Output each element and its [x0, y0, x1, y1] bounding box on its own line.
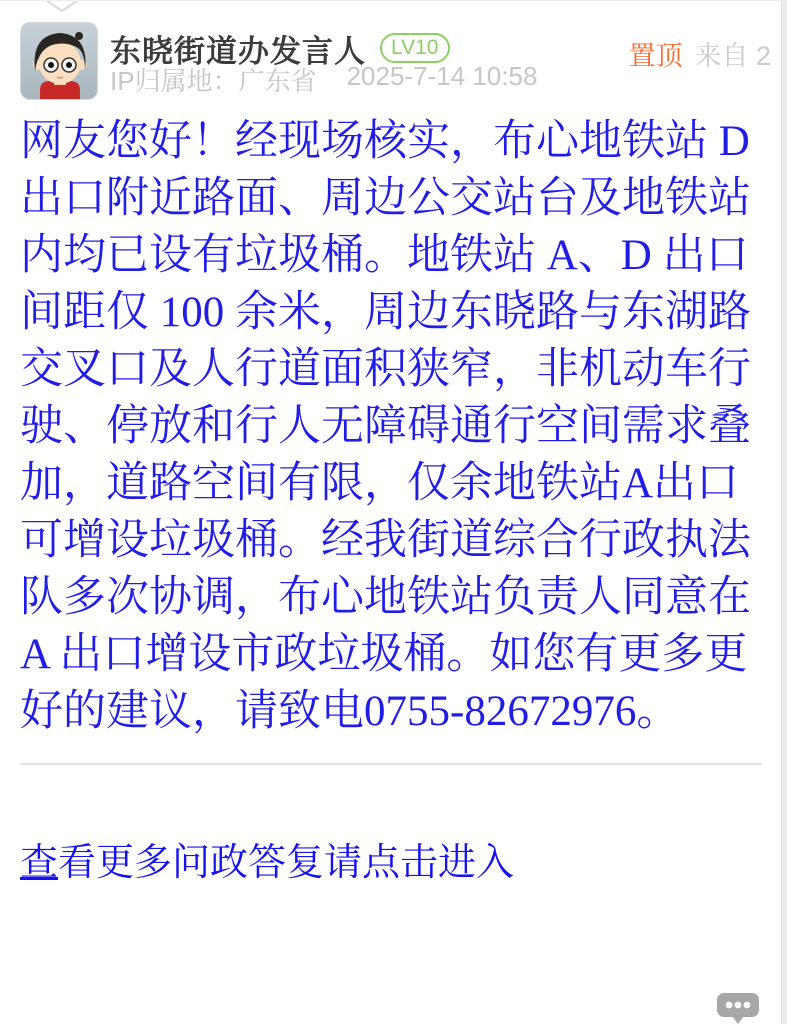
avatar[interactable]: [20, 22, 98, 100]
pinned-badge: 置顶: [628, 41, 683, 71]
more-replies-link-rest[interactable]: 看更多问政答复请点击进入: [58, 842, 515, 884]
username[interactable]: 东晓街道办发言人: [110, 33, 366, 69]
page-background-strip: [781, 0, 787, 1024]
ip-location: IP归属地：广东省: [110, 66, 317, 96]
chevron-down-icon: [46, 1, 78, 13]
pin-group: [628, 34, 771, 73]
comment-ellipsis-icon[interactable]: [717, 993, 759, 1025]
post-meta: [110, 61, 537, 98]
cartoon-boy-avatar-graphic: [21, 23, 98, 100]
more-replies-link-first-char[interactable]: 查: [20, 842, 59, 884]
level-badge: LV10: [380, 33, 450, 63]
timestamp: 2025-7-14 10:58: [346, 61, 538, 91]
more-replies-link[interactable]: [20, 839, 514, 887]
divider: [20, 763, 762, 765]
source-floor-label[interactable]: 来自 2: [694, 41, 771, 71]
reply-body-text: 网友您好！经现场核实，布心地铁站 D 出口附近路面、周边公交站台及地铁站内均已设有垃圾桶。地铁站 A、D 出口间距仅 100 余米，周边东晓路与东湖路交叉口及人行道面积狭窄，非机动车行驶、停放和行人无障碍通行空间需求叠加，道路空间有限，仅余地铁站A出口可增设垃圾桶。经我街道综合行政执法队多次协调，布心地铁站负责人同意在 A 出口增设市政垃圾桶。如您有更多更好的建议，请致电0755-82672976。: [20, 118, 751, 735]
